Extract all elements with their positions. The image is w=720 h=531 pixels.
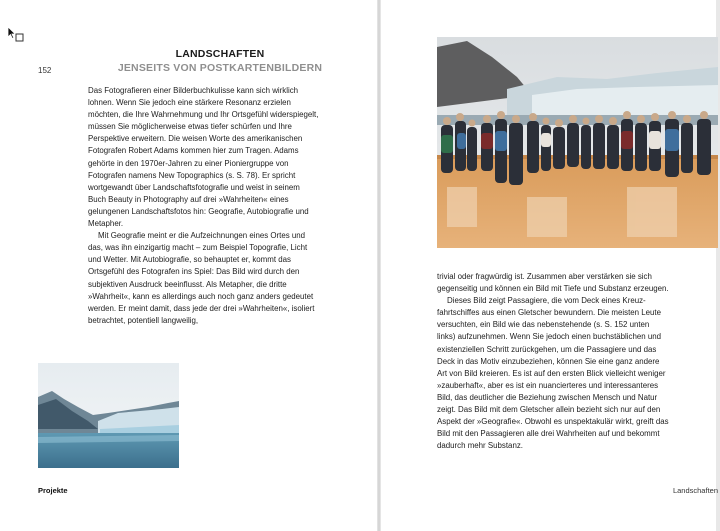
glacier-photo [38, 363, 179, 468]
arrow-cursor-icon [7, 26, 25, 44]
page-number: 152 [38, 66, 52, 75]
right-body-text [437, 271, 669, 452]
paragraph: trivial oder fragwürdig ist. Zusammen aber verstärken sie sich gegenseitig und können ein Bild mit Tiefe und Substanz erzeugen. [437, 272, 669, 294]
footer-right-label: Landschaften [672, 486, 718, 495]
left-body-text [88, 85, 320, 327]
chapter-subtitle: JENSEITS VON POSTKARTENBILDERN [117, 62, 323, 74]
chapter-title: LANDSCHAFTEN [175, 48, 265, 60]
paragraph: Das Fotografieren einer Bilderbuchkulisse kann sich wirklich lohnen. Wenn Sie jedoch eine stärkere Resonanz erzielen möchten, die Ihre Wahrnehmung und Ihr Ortsgefühl widerspiegelt, müssen Sie möglicherweise etwas tiefer schürfen und Ihre Perspektive erweitern. Die weisen Worte des amerikanischen Fotografen Robert Adams kommen hier zum Tragen. Adams gehörte in den 1970er-Jahren zu einer Pioniergruppe von Fotografen namens New Topographics (s. S. 78). Er spricht wortgewandt über Landschaftsfotografie und weist in seinem Buch Beauty in Photography auf drei »Wahrheiten« eines gelungenen Landschaftsfotos hin: Geografie, Autobiografie und Metapher. [88, 86, 319, 229]
book-gutter [377, 0, 381, 531]
footer-left-label: Projekte [38, 486, 68, 495]
cruise-passengers-photo [437, 37, 718, 248]
paragraph: Dieses Bild zeigt Passagiere, die vom Deck eines Kreuzfahrtschiffes aus einen Gletscher bewundern. Die meisten Leute versuchten, ein Bild wie das nebenstehende (s. S. 152 unten links) aufzunehmen. Wenn Sie jedoch einen buchstäblichen und existenziellen Schritt zurückgehen, um die Passagiere und das Deck in das Motiv einzubeziehen, können Sie eine ganz andere Art von Bild kreieren. Es ist auf den ersten Blick vielleicht weniger »zauberhaft«, aber es ist ein nuancierteres und interessanteres Bild, das deutlicher die Beziehung zwischen Mensch und Natur zeigt. Das Bild mit dem Gletscher allein bezieht sich nur auf den Aspekt der »Geografie«. Obwohl es unspektakulär wirkt, greift das Bild mit den Passagieren alle drei Wahrheiten auf und bekommt dadurch mehr Substanz. [437, 296, 669, 451]
paragraph: Mit Geografie meint er die Aufzeichnungen eines Ortes und das, was ihn einzigartig macht – zum Beispiel Topografie, Licht und Wetter. Mit Autobiografie, so behauptet er, kommt das Ortsgefühl des Fotografen ins Spiel: Das Bild wird durch den subjektiven Ausdruck beeinflusst. Als Metapher, die dritte »Wahrheit«, kann es allerdings auch noch ganz anders gedeutet werden. Er meint damit, dass jede der drei »Wahrheiten«, isoliert betrachtet, potentiell langweilig, [88, 231, 315, 325]
